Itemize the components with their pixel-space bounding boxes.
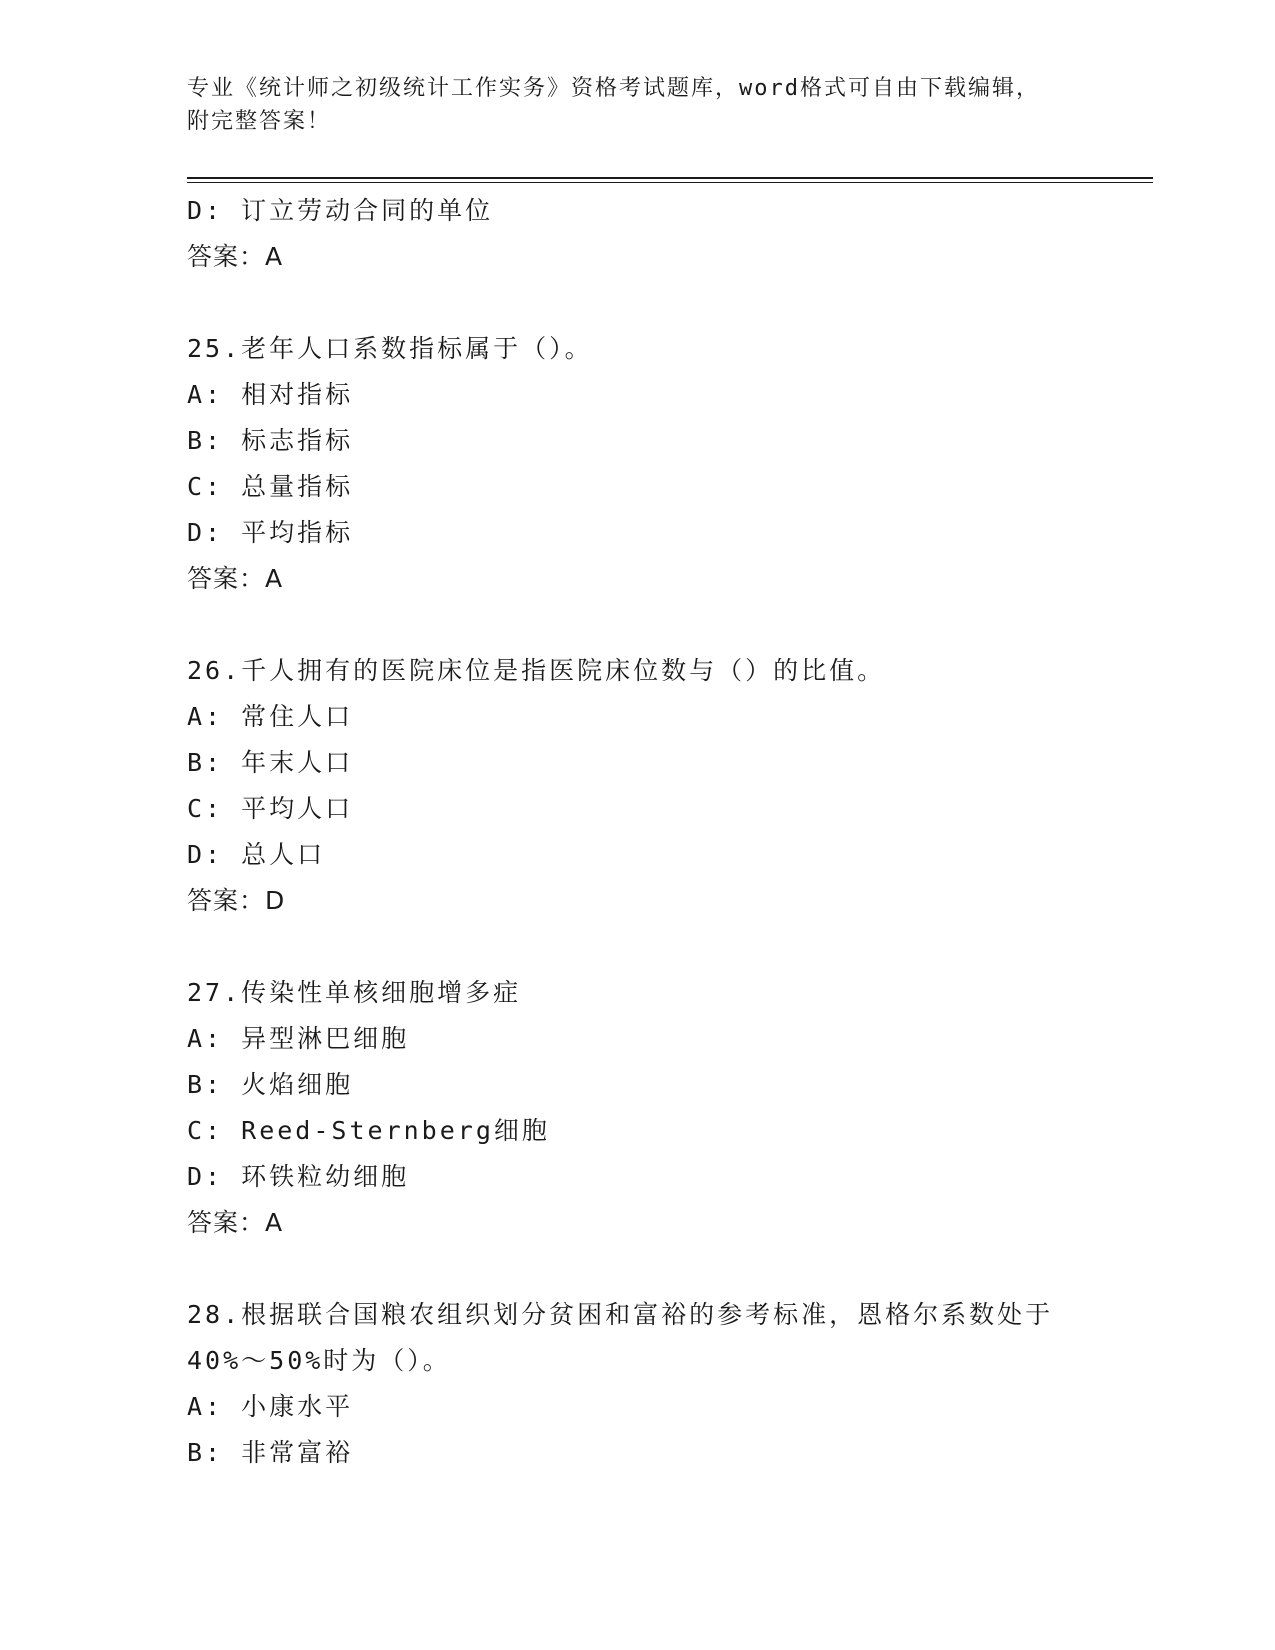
question-block-26 — [187, 648, 1147, 924]
question-block-27 — [187, 970, 1147, 1246]
option-a: A: 相对指标 — [187, 380, 354, 409]
answer-line: 答案：A — [187, 242, 284, 271]
question-text: 27.传染性单核细胞增多症 — [187, 978, 522, 1007]
question-text: 26.千人拥有的医院床位是指医院床位数与（）的比值。 — [187, 656, 886, 685]
option-c: C: 总量指标 — [187, 472, 354, 501]
header-divider-thick — [187, 177, 1153, 179]
answer-line: 答案：A — [187, 564, 284, 593]
question-text-line-2: 40%～50%时为（）。 — [187, 1346, 451, 1375]
option-d: D: 环铁粒幼细胞 — [187, 1162, 410, 1191]
spacer — [187, 280, 1147, 326]
answer-line: 答案：A — [187, 1208, 284, 1237]
question-text: 25.老年人口系数指标属于（）。 — [187, 334, 593, 363]
question-block-28 — [187, 1292, 1147, 1476]
document-header — [187, 72, 1147, 138]
question-text-line-1: 28.根据联合国粮农组织划分贫困和富裕的参考标准，恩格尔系数处于 — [187, 1300, 1054, 1329]
option-a: A: 小康水平 — [187, 1392, 354, 1421]
option-b: B: 火焰细胞 — [187, 1070, 354, 1099]
question-list — [187, 188, 1147, 1476]
spacer — [187, 1246, 1147, 1292]
header-line-2: 附完整答案！ — [187, 109, 332, 134]
header-divider-thin — [187, 182, 1153, 183]
header-line-1: 专业《统计师之初级统计工作实务》资格考试题库，word格式可自由下载编辑， — [187, 76, 1040, 101]
spacer — [187, 602, 1147, 648]
answer-line: 答案：D — [187, 886, 286, 915]
option-b: B: 标志指标 — [187, 426, 354, 455]
option-a: A: 异型淋巴细胞 — [187, 1024, 410, 1053]
option-d: D: 订立劳动合同的单位 — [187, 196, 494, 225]
option-d: D: 总人口 — [187, 840, 326, 869]
spacer — [187, 924, 1147, 970]
option-d: D: 平均指标 — [187, 518, 354, 547]
option-c: C: Reed-Sternberg细胞 — [187, 1116, 550, 1145]
option-c: C: 平均人口 — [187, 794, 354, 823]
option-a: A: 常住人口 — [187, 702, 354, 731]
option-b: B: 非常富裕 — [187, 1438, 354, 1467]
question-block-24 — [187, 188, 1147, 280]
question-block-25 — [187, 326, 1147, 602]
option-b: B: 年末人口 — [187, 748, 354, 777]
